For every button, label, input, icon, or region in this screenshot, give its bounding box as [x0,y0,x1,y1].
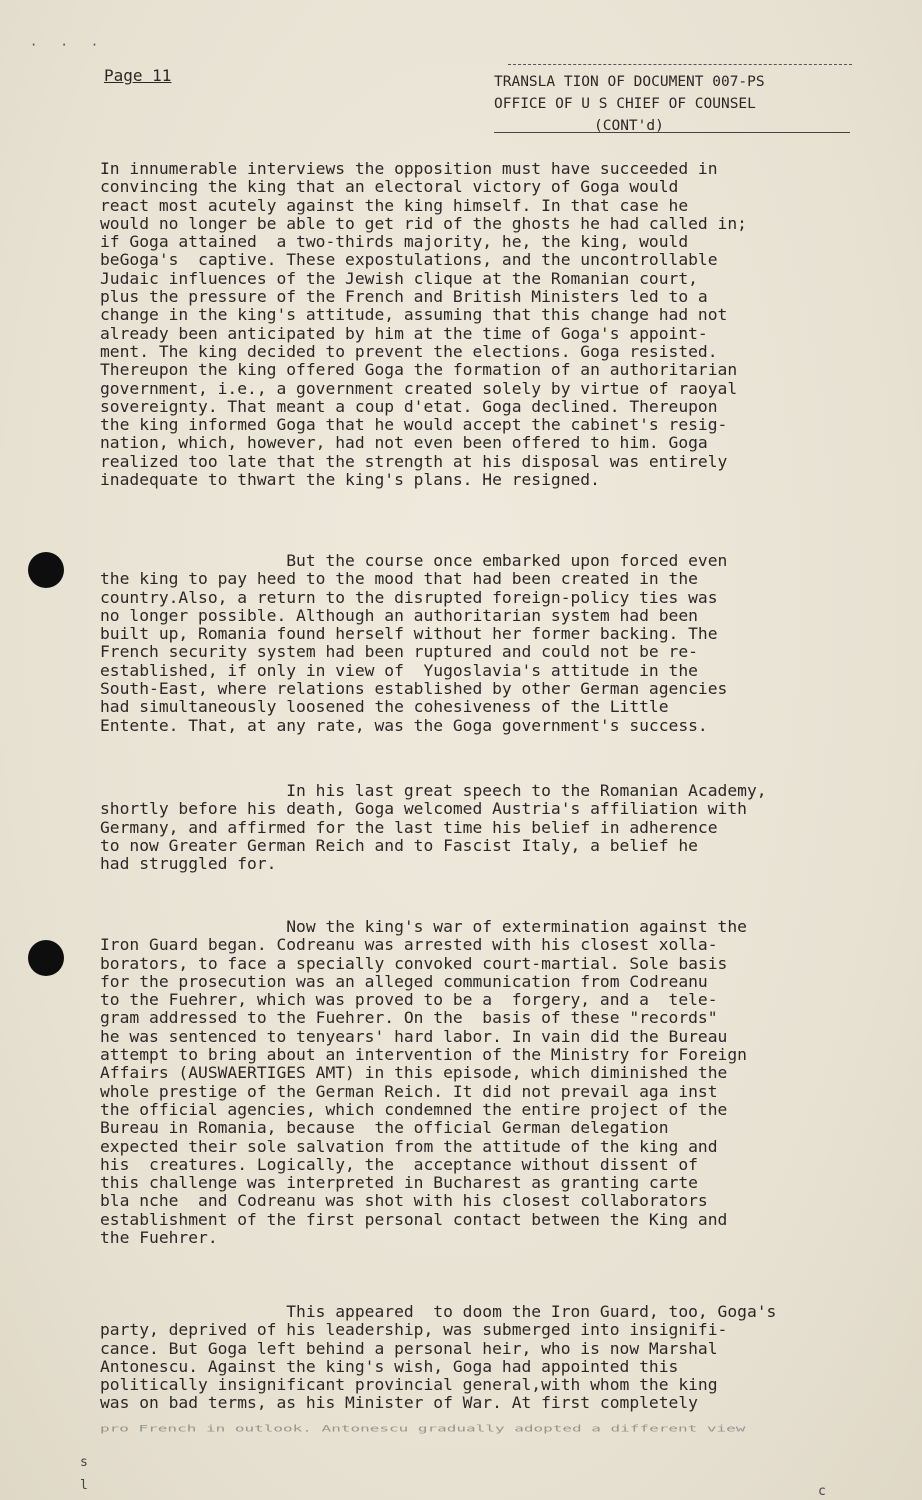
corner-marks: · · · [30,38,107,52]
margin-mark: s [80,1455,88,1470]
document-header [494,64,860,137]
paragraph-1: In innumerable interviews the opposition must have succeeded in convincing the king that an electoral victory of Goga would react most acutely against the king himself. In that case he would no longer be able to get rid of the ghosts he had called in; if Goga attained a two-thirds majority, he, the king, would beGoga's captive. These expostulations, and the uncontrollable Judaic influences of the Jewish clique at the Romanian court, plus the pressure of the French and British Ministers led to a change in the king's attitude, assuming that this change had not already been anticipated by him at the time of Goga's appoint- ment. The king decided to prevent the elections. Goga resisted. Thereupon the king offered Goga the formation of an authoritarian government, i.e., a government created solely by virtue of raoyal sovereignty. That meant a coup d'etat. Goga declined. Thereupon the king informed Goga that he would accept the cabinet's resig- nation, which, however, had not even been offered to him. Goga realized too late that the strength at his disposal was entirely inadequate to thwart the king's plans. He resigned. [100,159,747,490]
margin-mark: l [80,1478,88,1493]
header-line-1: TRANSLA TION OF DOCUMENT 007-PS [494,74,765,90]
paragraph-3: In his last great speech to the Romanian Academy, shortly before his death, Goga welcomed Austria's affiliation with Germany, and affirmed for the last time his belief in adherence to now Greater German Reich and to Fascist Italy, a belief he had struggled for. [100,781,767,874]
cut-off-line: pro French in outlook. Antonescu gradually adopted a different view [100,1423,746,1434]
header-line-2: OFFICE OF U S CHIEF OF COUNSEL [494,96,756,112]
paragraph-2: But the course once embarked upon forced even the king to pay heed to the mood that had been created in the country.Also, a return to the disrupted foreign-policy ties was no longer possible. Although an authoritarian system had been built up, Romania found herself without her former backing. The French security system had been ruptured and could not be re- established, if only in view of Yugoslavia's attitude in the South-East, where relations established by other German agencies had simultaneously loosened the cohesiveness of the Little Entente. That, at any rate, was the Goga government's success. [100,551,728,735]
header-continued: (CONT'd) [594,118,664,134]
page-number: Page 11 [104,66,172,85]
punch-hole [28,552,64,588]
paragraph-4: Now the king's war of extermination against the Iron Guard began. Codreanu was arrested with his closest xolla- borators, to face a specially convoked court-martial. Sole basis for the prosecution was an alleged communication from Codreanu to the Fuehrer, which was proved to be a forgery, and a tele- gram addressed to the Fuehrer. On the basis of these "records" he was sentenced to tenyears' hard labor. In vain did the Bureau attempt to bring about an intervention of the Ministry for Foreign Affairs (AUSWAERTIGES AMT) in this episode, which diminished the whole prestige of the German Reich. It did not prevail aga inst the official agencies, which condemned the entire project of the Bureau in Romania, because the official German delegation expected their sole salvation from the attitude of the king and his creatures. Logically, the acceptance without dissent of this challenge was interpreted in Bucharest as granting carte bla nche and Codreanu was shot with his closest collaborators establishment of the first personal contact between the King and the Fuehrer. [100,917,747,1248]
punch-hole [28,940,64,976]
header-bottom-rule [494,132,850,133]
header-top-rule [508,64,852,71]
paragraph-5: This appeared to doom the Iron Guard, too, Goga's party, deprived of his leadership, was submerged into insignifi- cance. But Goga left behind a personal heir, who is now Marshal Antonescu. Against the king's wish, Goga had appointed this politically insignificant provincial general,with whom the king was on bad terms, as his Minister of War. At first completely [100,1302,777,1413]
margin-mark: c [818,1484,826,1499]
